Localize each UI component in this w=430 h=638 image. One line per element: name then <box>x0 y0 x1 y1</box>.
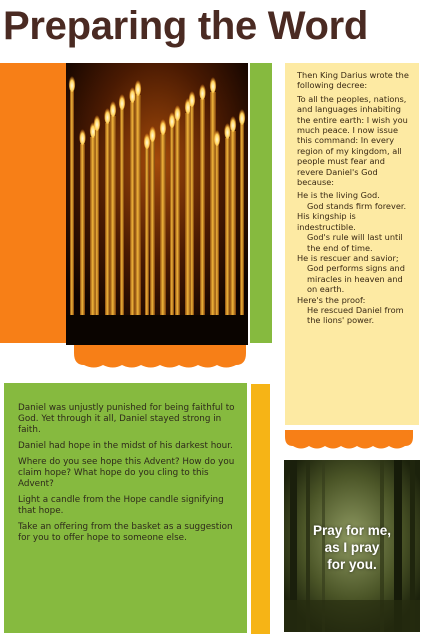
poem-line: He is the living God. <box>297 190 380 201</box>
decree-greeting: To all the peoples, nations, and languages inhabiting the entire earth: I wish you much peace. I now issue this command: In every region of my kingdom, all people must fear and revere Daniel's God because: <box>297 93 408 188</box>
poem-line: Here's the proof: <box>297 294 366 305</box>
page-title: Preparing the Word <box>3 4 369 48</box>
orange-scallop-border <box>285 430 413 452</box>
reflection-paragraph: Light a candle from the Hope candle signifying that hope. <box>18 495 224 516</box>
poem-line: His kingship is indestructible. <box>297 211 356 232</box>
reflection-paragraph: Daniel was unjustly punished for being faithful to God. Yet through it all, Daniel stayed strong in faith. <box>18 403 235 435</box>
forest-photo <box>284 460 420 632</box>
reflection-box <box>4 383 247 633</box>
prayer-line: Pray for me, <box>312 523 392 538</box>
poem-line: He is rescuer and savior; <box>297 252 399 263</box>
prayer-text <box>284 522 420 573</box>
yellow-decor-strip <box>251 384 270 634</box>
poem-line: God's rule will last until the end of time. <box>307 232 403 253</box>
reflection-paragraph: Daniel had hope in the midst of his darkest hour. <box>18 441 233 451</box>
poem-line: God stands firm forever. <box>307 200 407 211</box>
prayer-line: as I pray <box>324 540 380 555</box>
decree-box <box>285 63 419 425</box>
candles-photo <box>66 63 248 345</box>
orange-scallop-border <box>74 345 246 372</box>
decree-intro: Then King Darius wrote the following decree: <box>297 70 409 91</box>
prayer-line: for you. <box>327 557 377 572</box>
poem-line: God performs signs and miracles in heaven and on earth. <box>307 263 405 295</box>
poem-line: He rescued Daniel from the lions' power. <box>307 304 404 326</box>
green-decor-strip <box>250 63 272 343</box>
reflection-paragraph: Where do you see hope this Advent? How do you claim hope? What hope do you cling to this Advent? <box>18 457 235 489</box>
reflection-paragraph: Take an offering from the basket as a suggestion for you to offer hope to someone else. <box>18 522 233 543</box>
orange-decor-bar <box>0 63 66 343</box>
decree-poem <box>297 190 413 325</box>
